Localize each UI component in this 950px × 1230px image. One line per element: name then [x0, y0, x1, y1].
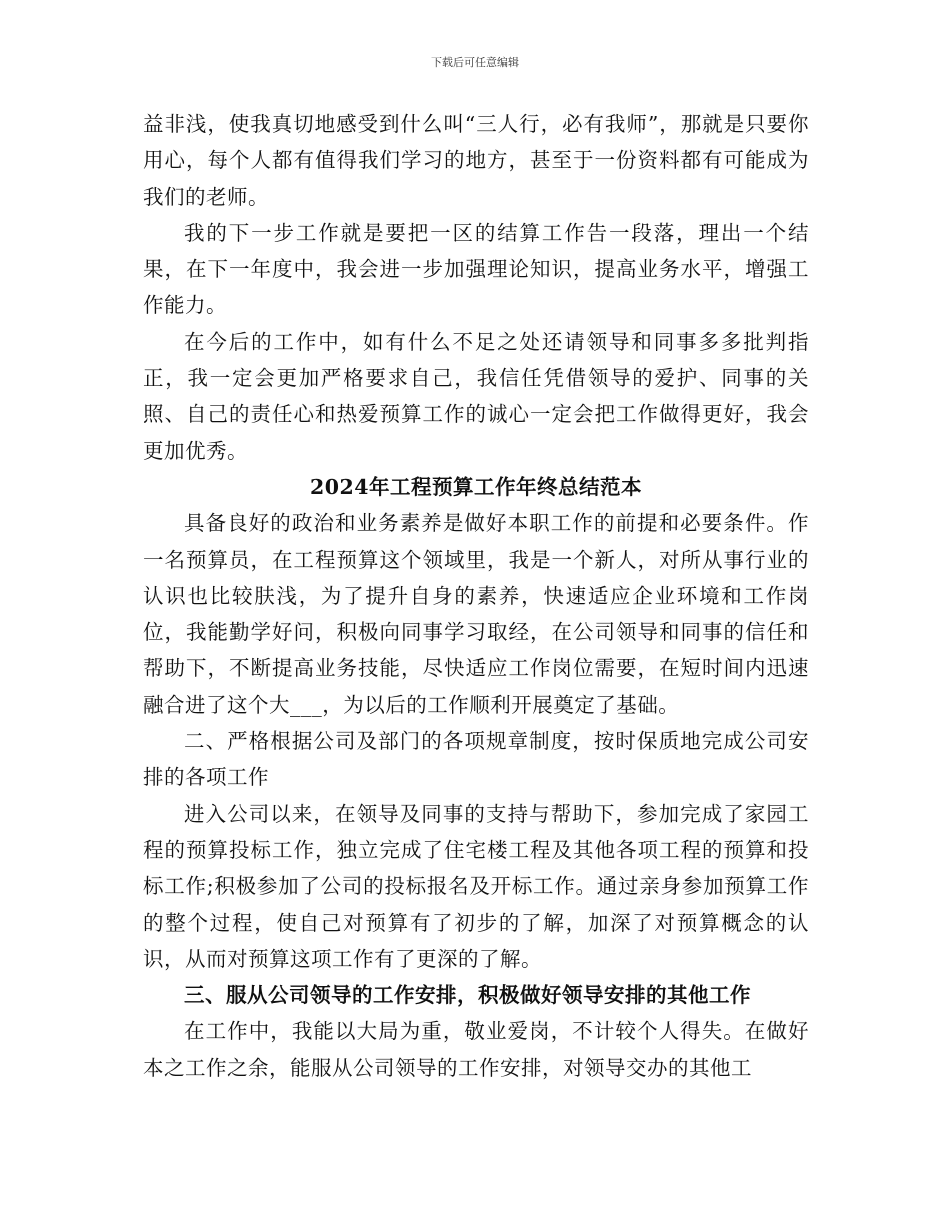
paragraph-qualities: 具备良好的政治和业务素养是做好本职工作的前提和必要条件。作一名预算员，在工程预算这个领域里，我是一个新人，对所从事行业的认识也比较肤浅，为了提升自身的素养，快速适应企业环境和工作岗位，我能勤学好问，积极向同事学习取经，在公司领导和同事的信任和帮助下，不断提高业务技能，尽快适应工作岗位需要，在短时间内迅速融合进了这个大___，为以后的工作顺利开展奠定了基础。	[143, 511, 809, 717]
paragraph-work-attitude: 在工作中，我能以大局为重，敬业爱岗，不计较个人得失。在做好本之工作之余，能服从公司领导的工作安排，对领导交办的其他工	[143, 1019, 809, 1080]
page-header: 下载后可任意编辑	[431, 56, 519, 69]
paragraph-future-work: 在今后的工作中，如有什么不足之处还请领导和同事多多批判指正，我一定会更加严格要求自己，我信任凭借领导的爱护、同事的关照、自己的责任心和热爱预算工作的诚心一定会把工作做得更好，我会更加优秀。	[143, 329, 809, 463]
paragraph-budget-work: 进入公司以来，在领导及同事的支持与帮助下，参加完成了家园工程的预算投标工作，独立完成了住宅楼工程及其他各项工程的预算和投标工作;积极参加了公司的投标报名及开标工作。通过亲身参加预算工作的整个过程，使自己对预算有了初步的了解，加深了对预算概念的认识，从而对预算这项工作有了更深的了解。	[143, 801, 809, 971]
section-title: 2024年工程预算工作年终总结范本	[309, 474, 643, 499]
paragraph-next-steps: 我的下一步工作就是要把一区的结算工作告一段落，理出一个结果，在下一年度中，我会进一步加强理论知识，提高业务水平，增强工作能力。	[143, 220, 809, 318]
heading-section-two: 二、严格根据公司及部门的各项规章制度，按时保质地完成公司安排的各项工作	[143, 729, 809, 790]
paragraph-continuation: 益非浅，使我真切地感受到什么叫“三人行，必有我师”，那就是只要你用心，每个人都有值得我们学习的地方，甚至于一份资料都有可能成为我们的老师。	[143, 112, 809, 209]
document-body	[143, 106, 809, 1086]
heading-section-three: 三、服从公司领导的工作安排，积极做好领导安排的其他工作	[184, 983, 751, 1008]
